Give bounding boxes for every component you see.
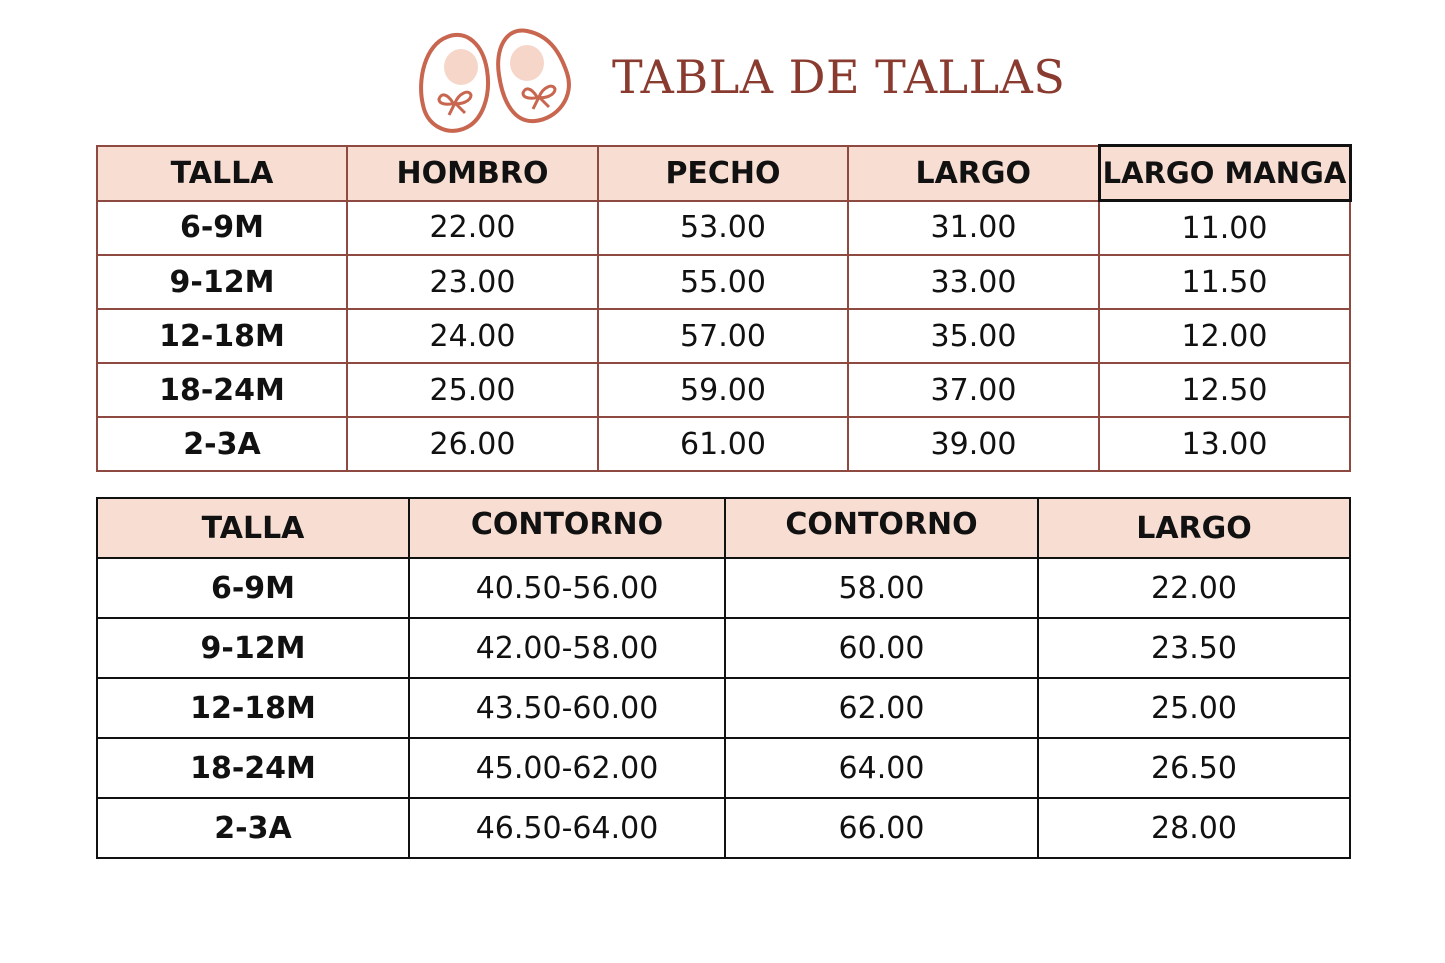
- value-cell: 43.50-60.00: [409, 678, 725, 738]
- table-row: [97, 678, 1350, 738]
- header-largo: LARGO: [1038, 498, 1350, 558]
- table-row: [97, 363, 1350, 417]
- size-cell: 9-12M: [97, 618, 409, 678]
- value-cell: 11.50: [1099, 255, 1350, 309]
- size-cell: 18-24M: [97, 738, 409, 798]
- value-cell: 13.00: [1099, 417, 1350, 471]
- value-cell: 59.00: [598, 363, 848, 417]
- value-cell: 62.00: [725, 678, 1038, 738]
- table-row: [97, 798, 1350, 858]
- value-cell: 23.50: [1038, 618, 1350, 678]
- value-cell: 45.00-62.00: [409, 738, 725, 798]
- value-cell: 33.00: [848, 255, 1099, 309]
- table-row: [97, 255, 1350, 309]
- value-cell: 11.00: [1099, 201, 1350, 256]
- table-row: [97, 417, 1350, 471]
- value-cell: 55.00: [598, 255, 848, 309]
- header-hombro: HOMBRO: [347, 146, 598, 201]
- header-talla: TALLA: [97, 146, 347, 201]
- size-cell: 6-9M: [97, 558, 409, 618]
- value-cell: 64.00: [725, 738, 1038, 798]
- value-cell: 57.00: [598, 309, 848, 363]
- value-cell: 58.00: [725, 558, 1038, 618]
- value-cell: 25.00: [347, 363, 598, 417]
- value-cell: 53.00: [598, 201, 848, 256]
- value-cell: 28.00: [1038, 798, 1350, 858]
- header-contorno: CONTORNO: [409, 498, 725, 558]
- size-table-bottom: [96, 497, 1351, 859]
- page-title: TABLA DE TALLAS: [612, 50, 1066, 104]
- value-cell: 25.00: [1038, 678, 1350, 738]
- value-cell: 42.00-58.00: [409, 618, 725, 678]
- value-cell: 66.00: [725, 798, 1038, 858]
- value-cell: 12.50: [1099, 363, 1350, 417]
- value-cell: 37.00: [848, 363, 1099, 417]
- table-row: [97, 201, 1350, 256]
- table-header-row: [97, 498, 1350, 558]
- value-cell: 61.00: [598, 417, 848, 471]
- value-cell: 12.00: [1099, 309, 1350, 363]
- value-cell: 35.00: [848, 309, 1099, 363]
- table-row: [97, 309, 1350, 363]
- size-table-garment: [96, 144, 1352, 472]
- size-cell: 2-3A: [97, 417, 347, 471]
- size-cell: 6-9M: [97, 201, 347, 256]
- table-row: [97, 618, 1350, 678]
- baby-shoes-icon: [415, 25, 580, 137]
- header-pecho: PECHO: [598, 146, 848, 201]
- header-contorno: CONTORNO: [725, 498, 1038, 558]
- value-cell: 22.00: [347, 201, 598, 256]
- table-header-row: [97, 146, 1350, 201]
- header-largo-manga: LARGO MANGA: [1099, 146, 1350, 201]
- size-cell: 9-12M: [97, 255, 347, 309]
- table-row: [97, 738, 1350, 798]
- value-cell: 39.00: [848, 417, 1099, 471]
- size-cell: 12-18M: [97, 309, 347, 363]
- value-cell: 23.00: [347, 255, 598, 309]
- value-cell: 26.50: [1038, 738, 1350, 798]
- size-cell: 12-18M: [97, 678, 409, 738]
- value-cell: 46.50-64.00: [409, 798, 725, 858]
- value-cell: 60.00: [725, 618, 1038, 678]
- header-largo: LARGO: [848, 146, 1099, 201]
- size-cell: 2-3A: [97, 798, 409, 858]
- value-cell: 40.50-56.00: [409, 558, 725, 618]
- value-cell: 24.00: [347, 309, 598, 363]
- page-header: [0, 0, 1445, 140]
- table-row: [97, 558, 1350, 618]
- value-cell: 26.00: [347, 417, 598, 471]
- header-talla: TALLA: [97, 498, 409, 558]
- value-cell: 22.00: [1038, 558, 1350, 618]
- value-cell: 31.00: [848, 201, 1099, 256]
- size-cell: 18-24M: [97, 363, 347, 417]
